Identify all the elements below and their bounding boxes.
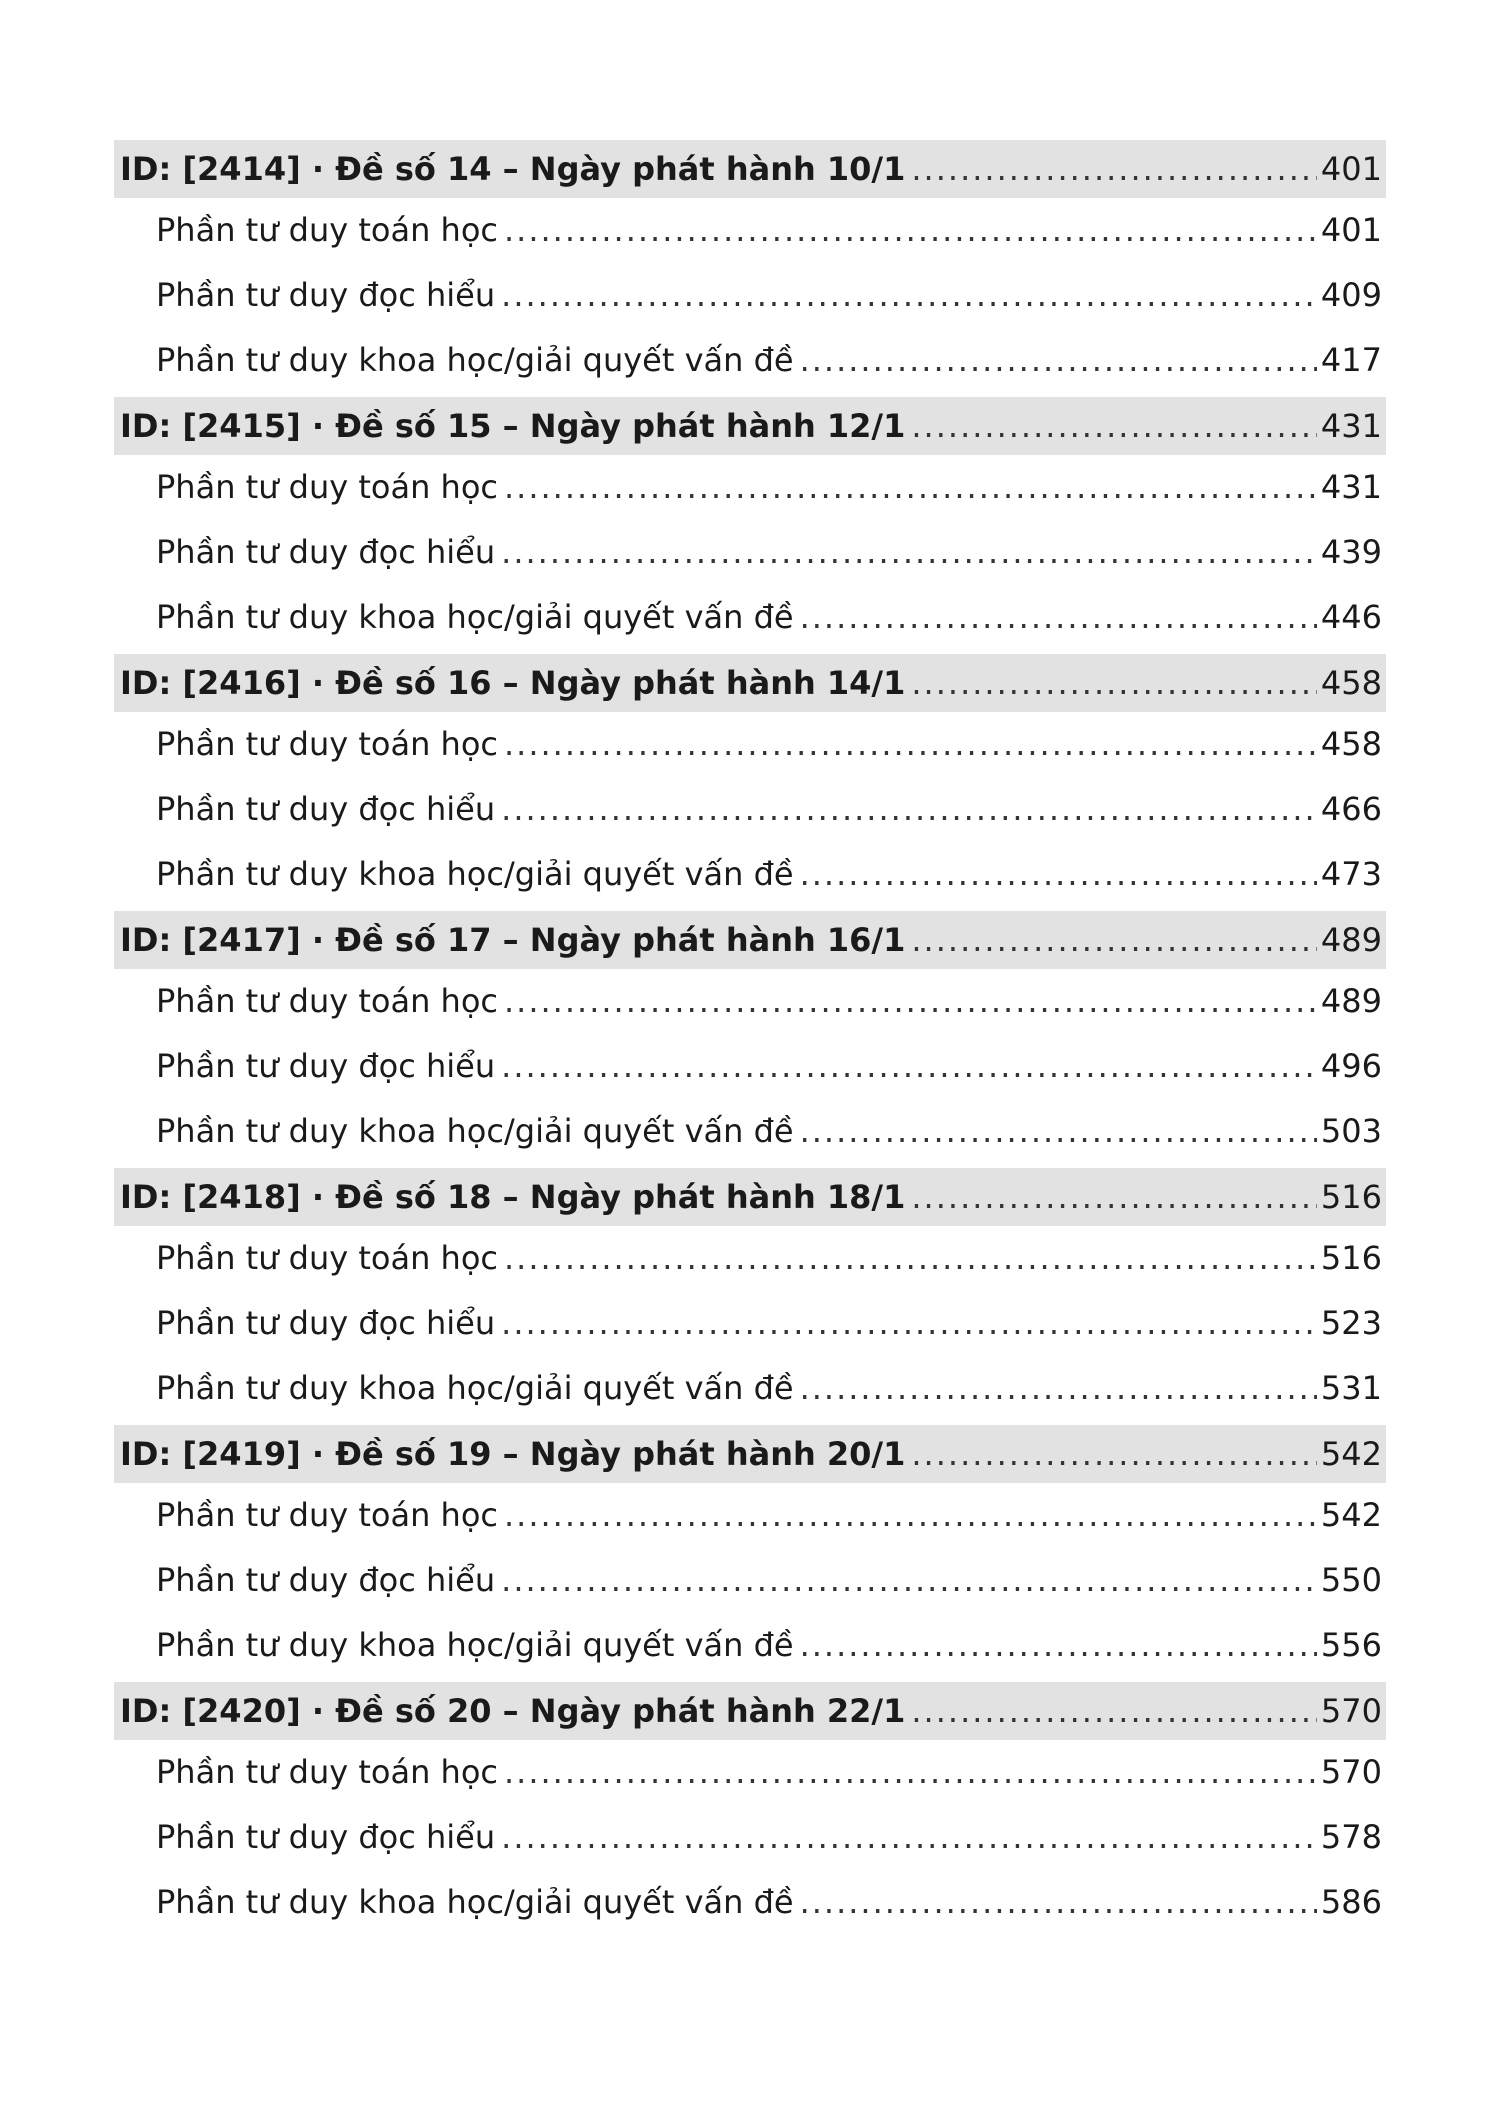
toc-section-title: ID: [2418] · Đề số 18 – Ngày phát hành 18/1 — [120, 1178, 906, 1216]
dot-leader — [911, 654, 1317, 712]
dot-leader — [911, 397, 1317, 455]
toc-entry[interactable] — [114, 842, 1386, 907]
dot-leader — [800, 1613, 1317, 1678]
toc-page-number: 417 — [1320, 341, 1382, 379]
toc-entry-label: Phần tư duy đọc hiểu — [156, 1047, 496, 1085]
toc-entry[interactable] — [114, 263, 1386, 328]
dot-leader — [501, 1291, 1317, 1356]
table-of-contents — [114, 140, 1386, 1935]
toc-page-number: 409 — [1320, 276, 1382, 314]
toc-page-number: 516 — [1320, 1178, 1382, 1216]
toc-entry-label: Phần tư duy toán học — [156, 468, 498, 506]
toc-page-number: 531 — [1320, 1369, 1382, 1407]
toc-entry-label: Phần tư duy khoa học/giải quyết vấn đề — [156, 855, 794, 893]
toc-entry-label: Phần tư duy khoa học/giải quyết vấn đề — [156, 1112, 794, 1150]
toc-page-number: 401 — [1320, 211, 1382, 249]
dot-leader — [501, 520, 1317, 585]
dot-leader — [501, 1805, 1317, 1870]
toc-section-title: ID: [2419] · Đề số 19 – Ngày phát hành 20/1 — [120, 1435, 906, 1473]
toc-page-number: 473 — [1320, 855, 1382, 893]
toc-section-header[interactable] — [114, 1682, 1386, 1740]
dot-leader — [800, 842, 1317, 907]
toc-page-number: 570 — [1320, 1753, 1382, 1791]
toc-section — [114, 140, 1386, 393]
dot-leader — [800, 1099, 1317, 1164]
toc-section-header[interactable] — [114, 397, 1386, 455]
toc-section-title: ID: [2420] · Đề số 20 – Ngày phát hành 22/1 — [120, 1692, 906, 1730]
toc-section-header[interactable] — [114, 911, 1386, 969]
toc-section-header[interactable] — [114, 654, 1386, 712]
toc-entry-label: Phần tư duy đọc hiểu — [156, 533, 496, 571]
toc-page-number: 489 — [1320, 982, 1382, 1020]
toc-page-number: 523 — [1320, 1304, 1382, 1342]
toc-section-title: ID: [2416] · Đề số 16 – Ngày phát hành 14/1 — [120, 664, 906, 702]
toc-entry[interactable] — [114, 1613, 1386, 1678]
toc-page-number: 542 — [1320, 1435, 1382, 1473]
toc-page-number: 401 — [1320, 150, 1382, 188]
toc-entry[interactable] — [114, 1483, 1386, 1548]
toc-page-number: 550 — [1320, 1561, 1382, 1599]
toc-page-number: 458 — [1320, 664, 1382, 702]
toc-entry-label: Phần tư duy toán học — [156, 982, 498, 1020]
dot-leader — [911, 1425, 1317, 1483]
toc-entry[interactable] — [114, 1291, 1386, 1356]
toc-entry-label: Phần tư duy đọc hiểu — [156, 1561, 496, 1599]
dot-leader — [501, 1034, 1317, 1099]
toc-entry[interactable] — [114, 1034, 1386, 1099]
dot-leader — [501, 1548, 1317, 1613]
dot-leader — [911, 140, 1317, 198]
toc-entry[interactable] — [114, 1356, 1386, 1421]
toc-section — [114, 1168, 1386, 1421]
toc-page-number: 516 — [1320, 1239, 1382, 1277]
toc-page-number: 503 — [1320, 1112, 1382, 1150]
toc-section-title: ID: [2417] · Đề số 17 – Ngày phát hành 16/1 — [120, 921, 906, 959]
toc-page-number: 496 — [1320, 1047, 1382, 1085]
toc-entry[interactable] — [114, 198, 1386, 263]
dot-leader — [504, 1483, 1317, 1548]
toc-entry[interactable] — [114, 520, 1386, 585]
toc-page-number: 556 — [1320, 1626, 1382, 1664]
dot-leader — [501, 777, 1317, 842]
toc-entry-label: Phần tư duy toán học — [156, 211, 498, 249]
toc-entry[interactable] — [114, 328, 1386, 393]
toc-section-title: ID: [2415] · Đề số 15 – Ngày phát hành 12/1 — [120, 407, 906, 445]
toc-page-number: 431 — [1320, 407, 1382, 445]
toc-entry-label: Phần tư duy khoa học/giải quyết vấn đề — [156, 598, 794, 636]
toc-entry-label: Phần tư duy đọc hiểu — [156, 1304, 496, 1342]
toc-section-title: ID: [2414] · Đề số 14 – Ngày phát hành 10/1 — [120, 150, 906, 188]
dot-leader — [911, 1682, 1317, 1740]
toc-page-number: 439 — [1320, 533, 1382, 571]
toc-entry-label: Phần tư duy khoa học/giải quyết vấn đề — [156, 1626, 794, 1664]
toc-entry[interactable] — [114, 777, 1386, 842]
toc-entry[interactable] — [114, 1740, 1386, 1805]
dot-leader — [800, 1356, 1317, 1421]
toc-page-number: 446 — [1320, 598, 1382, 636]
toc-entry[interactable] — [114, 969, 1386, 1034]
toc-section-header[interactable] — [114, 1168, 1386, 1226]
dot-leader — [911, 1168, 1317, 1226]
toc-entry-label: Phần tư duy toán học — [156, 1753, 498, 1791]
toc-page-number: 578 — [1320, 1818, 1382, 1856]
toc-entry-label: Phần tư duy đọc hiểu — [156, 1818, 496, 1856]
toc-section-header[interactable] — [114, 1425, 1386, 1483]
toc-entry[interactable] — [114, 585, 1386, 650]
toc-entry[interactable] — [114, 1099, 1386, 1164]
toc-entry-label: Phần tư duy toán học — [156, 1239, 498, 1277]
toc-section — [114, 397, 1386, 650]
dot-leader — [800, 585, 1317, 650]
dot-leader — [501, 263, 1317, 328]
dot-leader — [800, 1870, 1317, 1935]
dot-leader — [504, 455, 1317, 520]
toc-page-number: 431 — [1320, 468, 1382, 506]
toc-entry-label: Phần tư duy toán học — [156, 725, 498, 763]
dot-leader — [504, 969, 1317, 1034]
toc-page-number: 586 — [1320, 1883, 1382, 1921]
toc-page-number: 489 — [1320, 921, 1382, 959]
dot-leader — [504, 1740, 1317, 1805]
toc-entry[interactable] — [114, 455, 1386, 520]
toc-page-number: 458 — [1320, 725, 1382, 763]
dot-leader — [504, 712, 1317, 777]
toc-entry-label: Phần tư duy khoa học/giải quyết vấn đề — [156, 1883, 794, 1921]
toc-page-number: 542 — [1320, 1496, 1382, 1534]
toc-entry[interactable] — [114, 1870, 1386, 1935]
toc-entry[interactable] — [114, 712, 1386, 777]
toc-section — [114, 654, 1386, 907]
toc-section-header[interactable] — [114, 140, 1386, 198]
dot-leader — [911, 911, 1317, 969]
dot-leader — [800, 328, 1317, 393]
toc-section — [114, 1425, 1386, 1678]
toc-entry[interactable] — [114, 1548, 1386, 1613]
dot-leader — [504, 198, 1317, 263]
toc-page-number: 466 — [1320, 790, 1382, 828]
toc-section — [114, 911, 1386, 1164]
toc-entry[interactable] — [114, 1805, 1386, 1870]
toc-entry[interactable] — [114, 1226, 1386, 1291]
toc-entry-label: Phần tư duy khoa học/giải quyết vấn đề — [156, 341, 794, 379]
toc-section — [114, 1682, 1386, 1935]
toc-entry-label: Phần tư duy toán học — [156, 1496, 498, 1534]
dot-leader — [504, 1226, 1317, 1291]
toc-entry-label: Phần tư duy đọc hiểu — [156, 790, 496, 828]
toc-page-number: 570 — [1320, 1692, 1382, 1730]
toc-entry-label: Phần tư duy khoa học/giải quyết vấn đề — [156, 1369, 794, 1407]
toc-entry-label: Phần tư duy đọc hiểu — [156, 276, 496, 314]
